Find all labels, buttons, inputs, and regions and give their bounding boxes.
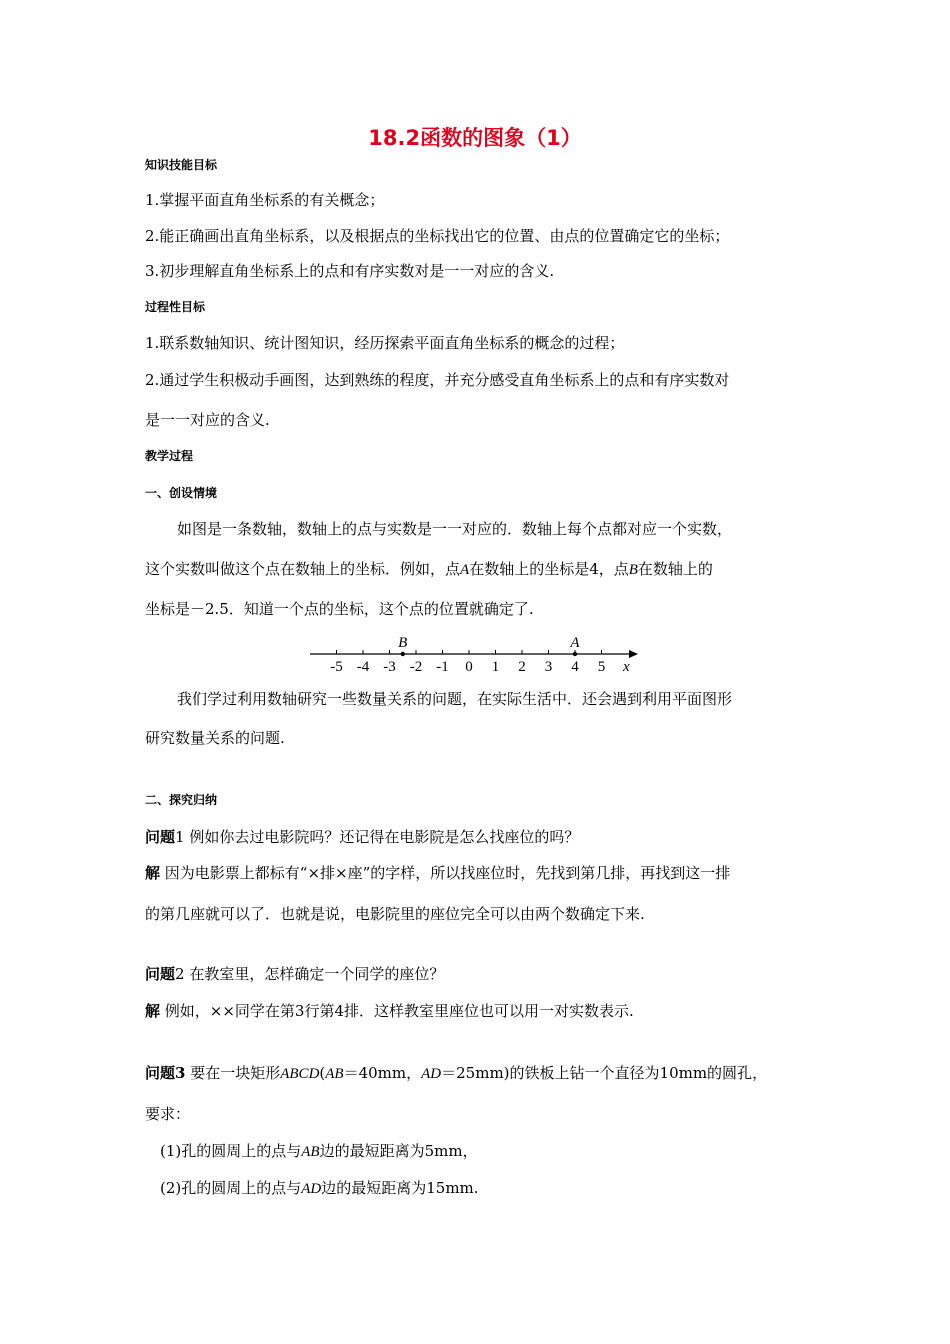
- section-teaching: 教学过程: [145, 449, 194, 463]
- tick-label: -5: [330, 659, 343, 675]
- solution-label: 解: [145, 1002, 161, 1020]
- intro-text: 在数轴上的: [637, 560, 713, 578]
- question-number: 1: [175, 828, 185, 846]
- question-text: (: [319, 1064, 326, 1082]
- section-knowledge: 知识技能目标: [145, 158, 218, 172]
- question-label: 问题3: [145, 1064, 186, 1082]
- after-line-2: 研究数量关系的问题.: [145, 729, 285, 747]
- requirement-text: 边的最短距离为15mm.: [321, 1179, 479, 1197]
- section-process: 过程性目标: [145, 300, 206, 314]
- tick-label: -4: [356, 659, 370, 675]
- requirement-text: 边的最短距离为5mm，: [319, 1142, 478, 1160]
- intro-text: 在数轴上的坐标是4，点: [469, 560, 629, 578]
- solution-label: 解: [145, 864, 161, 882]
- question-text: ＝40mm，: [343, 1064, 422, 1082]
- intro-line-1: 如图是一条数轴，数轴上的点与实数是一一对应的．数轴上每个点都对应一个实数，: [177, 520, 733, 538]
- solution-text: 因为电影票上都标有“×排×座”的字样，所以找座位时，先找到第几排，再找到这一排: [164, 864, 731, 882]
- question-number: 2: [175, 965, 185, 983]
- process-item-1: 1.联系数轴知识、统计图知识，经历探索平面直角坐标系的概念的过程；: [145, 334, 625, 352]
- point-a-label: A: [570, 635, 580, 651]
- side-ad: AD: [301, 1181, 322, 1197]
- side-ad: AD: [421, 1066, 442, 1082]
- question-3-requirement: 要求：: [145, 1105, 191, 1123]
- process-item-2-cont: 是一一对应的含义.: [145, 411, 270, 429]
- intro-line-3: 坐标是－2.5．知道一个点的坐标，这个点的位置就确定了.: [145, 600, 534, 618]
- tick-label: 5: [597, 659, 606, 675]
- rect-name: ABCD: [280, 1066, 320, 1082]
- number-line-points: [398, 635, 580, 656]
- solution-1-line-2: 的第几座就可以了．也就是说，电影院里的座位完全可以由两个数确定下来.: [145, 905, 645, 923]
- side-ab: AB: [301, 1144, 320, 1160]
- question-1: [145, 826, 579, 847]
- knowledge-item-3: 3.初步理解直角坐标系上的点和有序实数对是一一对应的含义.: [145, 262, 555, 280]
- section-part2: 二、探究归纳: [145, 793, 218, 807]
- point-b-label: B: [398, 635, 408, 651]
- page-title: 18.2函数的图象（1）: [368, 126, 582, 150]
- intro-line-2: [145, 558, 713, 579]
- question-text: 例如你去过电影院吗？还记得在电影院是怎么找座位的吗？: [189, 828, 580, 846]
- point-b-ref: B: [628, 562, 638, 578]
- tick-label: -3: [383, 659, 396, 675]
- tick-label: 1: [491, 659, 500, 675]
- knowledge-item-2: 2.能正确画出直角坐标系，以及根据点的坐标找出它的位置、由点的位置确定它的坐标；: [145, 227, 730, 245]
- tick-label: 2: [518, 659, 526, 675]
- after-line-1: 我们学过利用数轴研究一些数量关系的问题，在实际生活中．还会遇到利用平面图形: [177, 690, 733, 708]
- question-label: 问题: [145, 828, 176, 846]
- solution-1-line-1: [145, 862, 730, 883]
- section-part1: 一、创设情境: [145, 486, 218, 500]
- question-text: ＝25mm)的铁板上钻一个直径为10mm的圆孔，: [441, 1064, 768, 1082]
- requirement-text: (1)孔的圆周上的点与: [160, 1142, 302, 1160]
- tick-label: -2: [409, 659, 423, 675]
- number-line-arrow: [629, 650, 638, 658]
- requirement-text: (2)孔的圆周上的点与: [160, 1179, 302, 1197]
- question-text: 要在一块矩形: [190, 1064, 281, 1082]
- side-ab: AB: [325, 1066, 344, 1082]
- axis-label-x: x: [623, 659, 630, 675]
- solution-2: [145, 1000, 634, 1021]
- requirement-1: [160, 1140, 478, 1161]
- tick-label: 4: [571, 659, 579, 675]
- point-b-dot: [401, 652, 405, 656]
- tick-label: 0: [465, 659, 473, 675]
- intro-text: 这个实数叫做这个点在数轴上的坐标．例如，点: [145, 560, 461, 578]
- question-text: 在教室里，怎样确定一个同学的座位？: [189, 965, 445, 983]
- knowledge-item-1: 1.掌握平面直角坐标系的有关概念；: [145, 191, 385, 209]
- tick-label: 3: [544, 659, 553, 675]
- point-a-ref: A: [460, 562, 470, 578]
- question-label: 问题: [145, 965, 176, 983]
- process-item-2: 2.通过学生积极动手画图，达到熟练的程度，并充分感受直角坐标系上的点和有序实数对: [145, 371, 730, 389]
- number-line-figure: [305, 630, 650, 676]
- question-2: [145, 963, 444, 984]
- point-a-dot: [573, 652, 577, 656]
- tick-label: -1: [436, 659, 449, 675]
- question-3: [145, 1062, 767, 1083]
- solution-text: 例如，××同学在第3行第4排．这样教室里座位也可以用一对实数表示.: [164, 1002, 634, 1020]
- requirement-2: [160, 1177, 479, 1198]
